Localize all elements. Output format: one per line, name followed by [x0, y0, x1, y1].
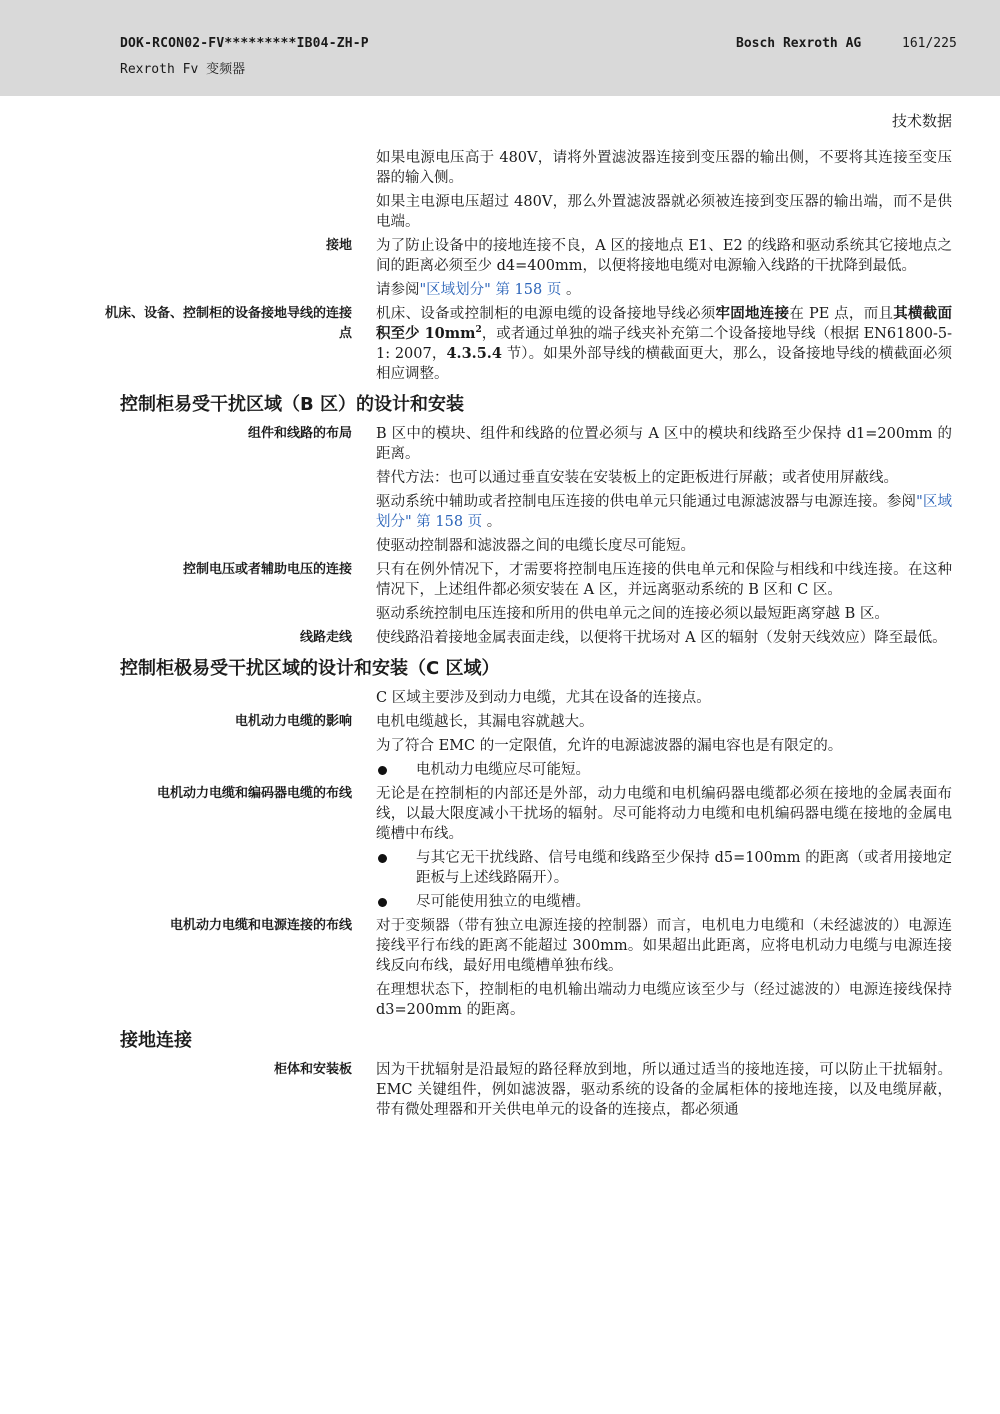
section-control-voltage — [0, 560, 1000, 624]
bullet-icon — [378, 766, 387, 775]
superscript: 2 — [475, 325, 482, 336]
page-header — [0, 0, 1000, 96]
paragraph: 驱动系统控制电压连接和所用的供电单元之间的连接必须以最短距离穿越 B 区。 — [376, 606, 889, 622]
bullet-text: 与其它无干扰线路、信号电缆和线路至少保持 d5=100mm 的距离（或者用接地定距板与上述线路隔开）。 — [416, 850, 952, 886]
paragraph: 为了符合 EMC 的一定限值，允许的电源滤波器的漏电容也是有限定的。 — [376, 738, 843, 754]
section-layout — [0, 424, 1000, 556]
text-run: 节）。如果外部导线的横截面更大，那么，设备接地导线的横截面必须相应调整。 — [376, 346, 953, 382]
bullet-text: 电机动力电缆应尽可能短。 — [416, 762, 590, 778]
text-run: 在 PE 点，而且 — [789, 306, 894, 322]
ref-suffix: 。 — [482, 514, 502, 530]
section-pe-connection — [0, 304, 1000, 384]
company-name: Bosch Rexroth AG — [736, 36, 862, 51]
margin-label: 控制电压或者辅助电压的连接 — [182, 562, 352, 577]
cross-reference — [376, 280, 952, 300]
bullet-item — [416, 892, 952, 912]
paragraph: 在理想状态下，控制柜的电机输出端动力电缆应该至少与（经过滤波的）电源连接线保持 d3=200mm 的距离。 — [376, 982, 952, 1018]
paragraph: 使线路沿着接地金属表面走线，以便将干扰场对 A 区的辐射（发射天线效应）降至最低。 — [376, 630, 947, 646]
paragraph — [376, 492, 952, 532]
margin-label: 电机动力电缆和电源连接的布线 — [169, 918, 352, 933]
section-grounding — [0, 236, 1000, 300]
paragraph: B 区中的模块、组件和线路的位置必须与 A 区中的模块和线路至少保持 d1=200mm 的距离。 — [376, 426, 952, 462]
margin-label: 电机动力电缆的影响 — [234, 714, 352, 729]
margin-label: 线路走线 — [299, 630, 352, 645]
bullet-text: 尽可能使用独立的电缆槽。 — [416, 894, 590, 910]
section-motor-cable — [0, 712, 1000, 780]
margin-label: 机床、设备、控制柜的设备接地导线的连接点 — [104, 306, 352, 341]
cross-reference-link[interactable]: "区域划分" 第 158 页 — [376, 494, 953, 530]
paragraph: C 区域主要涉及到动力电缆，尤其在设备的连接点。 — [376, 690, 711, 706]
page-body — [0, 148, 1000, 1124]
document-id: DOK-RCON02-FV*********IB04-ZH-P — [120, 36, 369, 51]
text-run: 机床、设备或控制柜的电源电缆的设备接地导线必须 — [376, 306, 716, 322]
section-routing — [0, 628, 1000, 648]
page-number: 161/225 — [902, 36, 957, 51]
bold-text: 其横截面积至少 10mm — [376, 305, 953, 342]
section-heading: 接地连接 — [120, 1030, 192, 1051]
text-run: 驱动系统中辅助或者控制电压连接的供电单元只能通过电源滤波器与电源连接。参阅 — [376, 494, 917, 510]
margin-label: 柜体和安装板 — [273, 1062, 352, 1077]
paragraph: 如果电源电压高于 480V，请将外置滤波器连接到变压器的输出侧，不要将其连接至变压器的输入侧。 — [376, 150, 952, 186]
paragraph: 只有在例外情况下，才需要将控制电压连接的供电单元和保险与相线和中线连接。在这种情况下，上述组件都必须安装在 A 区，并远离驱动系统的 B 区和 C 区。 — [376, 562, 952, 598]
margin-label: 接地 — [325, 238, 352, 253]
bold-text: 4.3.5.4 — [446, 345, 502, 362]
bold-text: 牢固地连接 — [715, 305, 790, 322]
margin-label: 电机动力电缆和编码器电缆的布线 — [156, 786, 352, 801]
section-cabinet — [0, 1060, 1000, 1120]
paragraph: 因为干扰辐射是沿最短的路径释放到地，所以通过适当的接地连接，可以防止干扰辐射。EMC 关键组件，例如滤波器，驱动系统的设备的金属柜体的接地连接，以及电缆屏蔽，带有微处理器和开关供电单元的设备的连接点，都必须通 — [376, 1062, 952, 1118]
cross-reference-link[interactable]: "区域划分" 第 158 页 — [419, 282, 562, 298]
section-encoder-cable — [0, 784, 1000, 912]
bullet-icon — [378, 898, 387, 907]
product-name: Rexroth Fv 变频器 — [120, 62, 246, 77]
section-mains-cable — [0, 916, 1000, 1020]
bullet-icon — [378, 854, 387, 863]
paragraph: 如果主电源电压超过 480V，那么外置滤波器就必须被连接到变压器的输出端，而不是供电端。 — [376, 194, 952, 230]
chapter-title: 技术数据 — [891, 112, 952, 130]
margin-label: 组件和线路的布局 — [247, 426, 352, 441]
section-heading: 控制柜极易受干扰区域的设计和安装（C 区域） — [120, 658, 500, 679]
section-heading: 控制柜易受干扰区域（B 区）的设计和安装 — [120, 394, 464, 415]
paragraph: 为了防止设备中的接地连接不良，A 区的接地点 E1、E2 的线路和驱动系统其它接地点之间的距离必须至少 d4=400mm，以便将接地电缆对电源输入线路的干扰降到最低。 — [376, 238, 952, 274]
paragraph — [376, 304, 952, 384]
paragraph: 使驱动控制器和滤波器之间的电缆长度尽可能短。 — [376, 538, 695, 554]
paragraph: 无论是在控制柜的内部还是外部，动力电缆和电机编码器电缆都必须在接地的金属表面布线，以最大限度减小干扰场的辐射。尽可能将动力电缆和电机编码器电缆在接地的金属电缆槽中布线。 — [376, 786, 952, 842]
ref-prefix: 请参阅 — [376, 282, 420, 298]
paragraph: 替代方法：也可以通过垂直安装在安装板上的定距板进行屏蔽；或者使用屏蔽线。 — [376, 470, 898, 486]
paragraph: 对于变频器（带有独立电源连接的控制器）而言，电机电力电缆和（未经滤波的）电源连接线平行布线的距离不能超过 300mm。如果超出此距离，应将电机动力电缆与电源连接线反向布线，最好用电缆槽单独布线。 — [376, 918, 952, 974]
bullet-item — [416, 760, 952, 780]
text-run: ，或者通过单独的端子线夹补充第二个设备接地导线（根据 EN61800-5-1: 2007， — [376, 326, 952, 362]
bullet-item — [416, 848, 952, 888]
ref-suffix: 。 — [561, 282, 581, 298]
paragraph: 电机电缆越长，其漏电容就越大。 — [376, 714, 594, 730]
